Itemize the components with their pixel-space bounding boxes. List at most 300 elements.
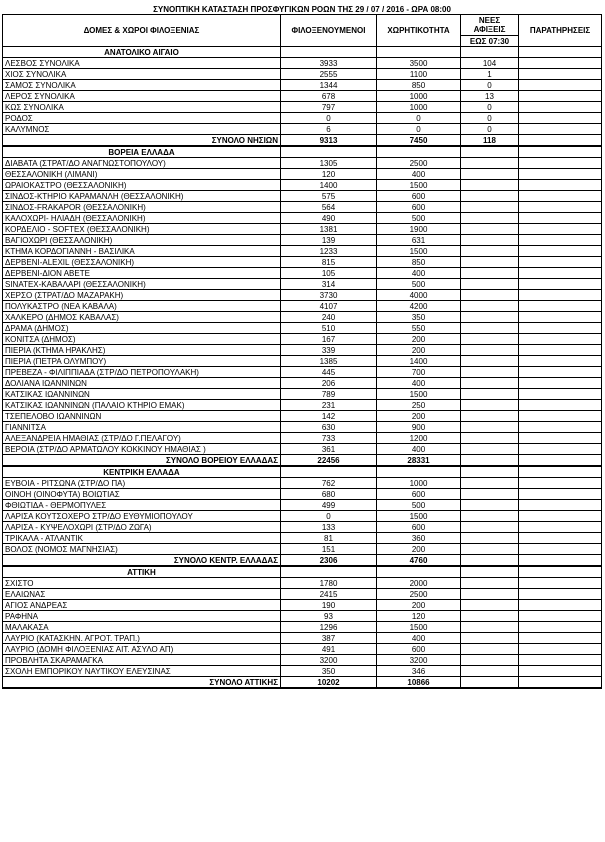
section-empty-cell <box>519 466 602 478</box>
facility-name: ΧΑΛΚΕΡΟ (ΔΗΜΟΣ ΚΑΒΑΛΑΣ) <box>3 312 281 323</box>
hosted-count: 387 <box>281 633 377 644</box>
table-row <box>3 235 602 246</box>
new-arrivals-count <box>461 235 519 246</box>
section-empty-cell <box>281 466 377 478</box>
new-arrivals-count <box>461 489 519 500</box>
hosted-count: 510 <box>281 323 377 334</box>
new-arrivals-count <box>461 268 519 279</box>
capacity-count: 0 <box>377 124 461 135</box>
remarks-cell <box>519 677 602 689</box>
section-empty-cell <box>461 566 519 578</box>
facility-name: ΚΤΗΜΑ ΚΟΡΔΟΓΙΑΝΝΗ - ΒΑΣΙΛΙΚΑ <box>3 246 281 257</box>
total-new-arrivals <box>461 455 519 467</box>
table-row <box>3 655 602 666</box>
hosted-count: 1233 <box>281 246 377 257</box>
section-empty-cell <box>461 466 519 478</box>
facility-name: ΠΡΟΒΛΗΤΑ ΣΚΑΡΑΜΑΓΚΑ <box>3 655 281 666</box>
hosted-count: 167 <box>281 334 377 345</box>
facility-name: ΛΑΡΙΣΑ ΚΟΥΤΣΟΧΕΡΟ ΣΤΡ/ΔΟ ΕΥΘΥΜΙΟΠΟΥΛΟΥ <box>3 511 281 522</box>
hosted-count: 339 <box>281 345 377 356</box>
facility-name: ΑΛΕΞΑΝΔΡΕΙΑ ΗΜΑΘΙΑΣ (ΣΤΡ/ΔΟ Γ.ΠΕΛΑΓΟΥ) <box>3 433 281 444</box>
facility-name: ΠΙΕΡΙΑ (ΚΤΗΜΑ ΗΡΑΚΛΗΣ) <box>3 345 281 356</box>
section-total-row <box>3 555 602 567</box>
remarks-cell <box>519 389 602 400</box>
table-row <box>3 533 602 544</box>
facility-name: ΣΙΝΔΟΣ-ΚΤΗΡΙΟ ΚΑΡΑΜΑΝΛΗ (ΘΕΣΣΑΛΟΝΙΚΗ) <box>3 191 281 202</box>
new-arrivals-count <box>461 323 519 334</box>
table-row <box>3 578 602 589</box>
new-arrivals-count <box>461 290 519 301</box>
facility-name: ΡΟΔΟΣ <box>3 113 281 124</box>
new-arrivals-count <box>461 301 519 312</box>
new-arrivals-count <box>461 478 519 489</box>
facility-name: ΚΑΛΟΧΩΡΙ- ΗΛΙΑΔΗ (ΘΕΣΣΑΛΟΝΙΚΗ) <box>3 213 281 224</box>
hosted-count: 680 <box>281 489 377 500</box>
remarks-cell <box>519 224 602 235</box>
capacity-count: 350 <box>377 312 461 323</box>
refugee-flows-report <box>2 3 602 689</box>
facility-name: ΒΑΓΙΟΧΩΡΙ (ΘΕΣΣΑΛΟΝΙΚΗ) <box>3 235 281 246</box>
section-name: ΚΕΝΤΡΙΚΗ ΕΛΛΑΔΑ <box>3 466 281 478</box>
remarks-cell <box>519 202 602 213</box>
remarks-cell <box>519 500 602 511</box>
section-header-row <box>3 566 602 578</box>
remarks-cell <box>519 444 602 455</box>
report-table <box>2 3 602 689</box>
table-row <box>3 102 602 113</box>
total-hosted: 22456 <box>281 455 377 467</box>
new-arrivals-count: 0 <box>461 124 519 135</box>
remarks-cell <box>519 511 602 522</box>
title-row <box>3 4 602 15</box>
section-total-row <box>3 455 602 467</box>
capacity-count: 500 <box>377 213 461 224</box>
table-row <box>3 644 602 655</box>
total-new-arrivals <box>461 555 519 567</box>
hosted-count: 0 <box>281 113 377 124</box>
capacity-count: 1500 <box>377 246 461 257</box>
facility-name: ΛΑΥΡΙΟ (ΚΑΤΑΣΚΗΝ. ΑΓΡΟΤ. ΤΡΑΠ.) <box>3 633 281 644</box>
capacity-count: 3200 <box>377 655 461 666</box>
new-arrivals-count <box>461 257 519 268</box>
new-arrivals-count <box>461 191 519 202</box>
section-header-row <box>3 146 602 158</box>
hosted-count: 6 <box>281 124 377 135</box>
facility-name: ΒΟΛΟΣ (ΝΟΜΟΣ ΜΑΓΝΗΣΙΑΣ) <box>3 544 281 555</box>
capacity-count: 1900 <box>377 224 461 235</box>
new-arrivals-count <box>461 522 519 533</box>
capacity-count: 400 <box>377 633 461 644</box>
remarks-cell <box>519 422 602 433</box>
new-arrivals-count <box>461 511 519 522</box>
table-row <box>3 666 602 677</box>
new-arrivals-count <box>461 279 519 290</box>
remarks-cell <box>519 58 602 69</box>
table-row <box>3 69 602 80</box>
total-new-arrivals: 118 <box>461 135 519 147</box>
section-name: ΒΟΡΕΙΑ ΕΛΛΑΔΑ <box>3 146 281 158</box>
table-row <box>3 290 602 301</box>
remarks-cell <box>519 246 602 257</box>
hosted-count: 133 <box>281 522 377 533</box>
new-arrivals-count <box>461 644 519 655</box>
hosted-count: 314 <box>281 279 377 290</box>
section-header-row <box>3 47 602 58</box>
capacity-count: 1500 <box>377 622 461 633</box>
remarks-cell <box>519 257 602 268</box>
new-arrivals-count <box>461 422 519 433</box>
remarks-cell <box>519 555 602 567</box>
hosted-count: 120 <box>281 169 377 180</box>
new-arrivals-count <box>461 345 519 356</box>
remarks-cell <box>519 578 602 589</box>
section-empty-cell <box>377 566 461 578</box>
new-arrivals-count <box>461 578 519 589</box>
table-row <box>3 345 602 356</box>
table-row <box>3 323 602 334</box>
capacity-count: 1100 <box>377 69 461 80</box>
table-row <box>3 544 602 555</box>
remarks-cell <box>519 633 602 644</box>
section-empty-cell <box>377 466 461 478</box>
remarks-cell <box>519 69 602 80</box>
table-row <box>3 611 602 622</box>
facility-name: ΠΟΛΥΚΑΣΤΡΟ (ΝΕΑ ΚΑΒΑΛΑ) <box>3 301 281 312</box>
remarks-cell <box>519 180 602 191</box>
section-empty-cell <box>281 566 377 578</box>
table-row <box>3 279 602 290</box>
hosted-count: 1305 <box>281 158 377 169</box>
total-capacity: 10866 <box>377 677 461 689</box>
facility-name: ΛΑΥΡΙΟ (ΔΟΜΗ ΦΙΛΟΞΕΝΙΑΣ ΑΙΤ. ΑΣΥΛΟ ΑΠ) <box>3 644 281 655</box>
hosted-count: 491 <box>281 644 377 655</box>
remarks-cell <box>519 323 602 334</box>
remarks-cell <box>519 213 602 224</box>
capacity-count: 250 <box>377 400 461 411</box>
hosted-count: 1296 <box>281 622 377 633</box>
hosted-count: 490 <box>281 213 377 224</box>
facility-name: ΔΟΛΙΑΝΑ ΙΩΑΝΝΙΝΩΝ <box>3 378 281 389</box>
facility-name: ΚΑΤΣΙΚΑΣ ΙΩΑΝΝΙΝΩΝ (ΠΑΛΑΙΟ ΚΤΗΡΙΟ ΕΜΑΚ) <box>3 400 281 411</box>
header-arrivals-until: ΕΩΣ 07:30 <box>461 36 519 47</box>
new-arrivals-count <box>461 367 519 378</box>
table-row <box>3 58 602 69</box>
facility-name: ΓΙΑΝΝΙΤΣΑ <box>3 422 281 433</box>
new-arrivals-count <box>461 158 519 169</box>
capacity-count: 1000 <box>377 91 461 102</box>
facility-name: ΔΕΡΒΕΝΙ-ΔΙΟΝ ΑΒΕΤΕ <box>3 268 281 279</box>
facility-name: ΒΕΡΟΙΑ (ΣΤΡ/ΔΟ ΑΡΜΑΤΩΛΟΥ ΚΟΚΚΙΝΟΥ ΗΜΑΘΙΑΣ ) <box>3 444 281 455</box>
new-arrivals-count: 1 <box>461 69 519 80</box>
table-row <box>3 257 602 268</box>
new-arrivals-count <box>461 655 519 666</box>
capacity-count: 500 <box>377 500 461 511</box>
new-arrivals-count <box>461 213 519 224</box>
capacity-count: 631 <box>377 235 461 246</box>
hosted-count: 0 <box>281 511 377 522</box>
table-row <box>3 334 602 345</box>
remarks-cell <box>519 334 602 345</box>
table-row <box>3 169 602 180</box>
hosted-count: 231 <box>281 400 377 411</box>
new-arrivals-count <box>461 444 519 455</box>
hosted-count: 733 <box>281 433 377 444</box>
section-total-row <box>3 677 602 689</box>
facility-name: ΔΡΑΜΑ (ΔΗΜΟΣ) <box>3 323 281 334</box>
hosted-count: 361 <box>281 444 377 455</box>
remarks-cell <box>519 522 602 533</box>
header-capacity: ΧΩΡΗΤΙΚΟΤΗΤΑ <box>377 15 461 47</box>
facility-name: ΤΡΙΚΑΛΑ - ΑΤΛΑΝΤΙΚ <box>3 533 281 544</box>
capacity-count: 200 <box>377 544 461 555</box>
section-header-row <box>3 466 602 478</box>
facility-name: ΣΑΜΟΣ ΣΥΝΟΛΙΚΑ <box>3 80 281 91</box>
capacity-count: 346 <box>377 666 461 677</box>
table-row <box>3 600 602 611</box>
capacity-count: 700 <box>377 367 461 378</box>
facility-name: ΚΑΤΣΙΚΑΣ ΙΩΑΝΝΙΝΩΝ <box>3 389 281 400</box>
table-row <box>3 301 602 312</box>
capacity-count: 2500 <box>377 589 461 600</box>
new-arrivals-count <box>461 224 519 235</box>
section-total-label: ΣΥΝΟΛΟ ΝΗΣΙΩΝ <box>3 135 281 147</box>
capacity-count: 360 <box>377 533 461 544</box>
hosted-count: 3933 <box>281 58 377 69</box>
capacity-count: 400 <box>377 444 461 455</box>
facility-name: ΕΥΒΟΙΑ - ΡΙΤΣΩΝΑ (ΣΤΡ/ΔΟ ΠΑ) <box>3 478 281 489</box>
table-row <box>3 633 602 644</box>
new-arrivals-count <box>461 356 519 367</box>
hosted-count: 206 <box>281 378 377 389</box>
remarks-cell <box>519 544 602 555</box>
section-empty-cell <box>377 146 461 158</box>
capacity-count: 600 <box>377 522 461 533</box>
new-arrivals-count <box>461 544 519 555</box>
table-row <box>3 268 602 279</box>
remarks-cell <box>519 644 602 655</box>
new-arrivals-count: 13 <box>461 91 519 102</box>
new-arrivals-count <box>461 389 519 400</box>
remarks-cell <box>519 235 602 246</box>
capacity-count: 1200 <box>377 433 461 444</box>
table-row <box>3 378 602 389</box>
section-total-label: ΣΥΝΟΛΟ ΚΕΝΤΡ. ΕΛΛΑΔΑΣ <box>3 555 281 567</box>
table-row <box>3 202 602 213</box>
new-arrivals-count <box>461 533 519 544</box>
remarks-cell <box>519 400 602 411</box>
new-arrivals-count <box>461 611 519 622</box>
facility-name: ΣΧΟΛΗ ΕΜΠΟΡΙΚΟΥ ΝΑΥΤΙΚΟΥ ΕΛΕΥΣΙΝΑΣ <box>3 666 281 677</box>
remarks-cell <box>519 158 602 169</box>
hosted-count: 151 <box>281 544 377 555</box>
hosted-count: 81 <box>281 533 377 544</box>
header-row <box>3 15 602 36</box>
hosted-count: 240 <box>281 312 377 323</box>
capacity-count: 4200 <box>377 301 461 312</box>
facility-name: SINATEX-ΚΑΒΑΛΑΡΙ (ΘΕΣΣΑΛΟΝΙΚΗ) <box>3 279 281 290</box>
facility-name: ΦΘΙΩΤΙΔΑ - ΘΕΡΜΟΠΥΛΕΣ <box>3 500 281 511</box>
facility-name: ΑΓΙΟΣ ΑΝΔΡΕΑΣ <box>3 600 281 611</box>
facility-name: ΛΕΡΟΣ ΣΥΝΟΛΙΚΑ <box>3 91 281 102</box>
section-empty-cell <box>281 146 377 158</box>
capacity-count: 200 <box>377 345 461 356</box>
capacity-count: 1500 <box>377 511 461 522</box>
remarks-cell <box>519 433 602 444</box>
table-row <box>3 511 602 522</box>
remarks-cell <box>519 622 602 633</box>
remarks-cell <box>519 533 602 544</box>
header-remarks: ΠΑΡΑΤΗΡΗΣΕΙΣ <box>519 15 602 47</box>
total-capacity: 7450 <box>377 135 461 147</box>
facility-name: ΜΑΛΑΚΑΣΑ <box>3 622 281 633</box>
remarks-cell <box>519 345 602 356</box>
remarks-cell <box>519 489 602 500</box>
new-arrivals-count: 104 <box>461 58 519 69</box>
hosted-count: 1400 <box>281 180 377 191</box>
capacity-count: 600 <box>377 191 461 202</box>
capacity-count: 1500 <box>377 389 461 400</box>
hosted-count: 2555 <box>281 69 377 80</box>
section-total-label: ΣΥΝΟΛΟ ΒΟΡΕΙΟΥ ΕΛΛΑΔΑΣ <box>3 455 281 467</box>
section-empty-cell <box>519 566 602 578</box>
capacity-count: 550 <box>377 323 461 334</box>
total-hosted: 2306 <box>281 555 377 567</box>
new-arrivals-count <box>461 433 519 444</box>
table-row <box>3 113 602 124</box>
total-hosted: 10202 <box>281 677 377 689</box>
capacity-count: 2000 <box>377 578 461 589</box>
remarks-cell <box>519 135 602 147</box>
section-empty-cell <box>281 47 377 58</box>
capacity-count: 120 <box>377 611 461 622</box>
table-row <box>3 213 602 224</box>
facility-name: ΚΟΝΙΤΣΑ (ΔΗΜΟΣ) <box>3 334 281 345</box>
new-arrivals-count <box>461 312 519 323</box>
capacity-count: 200 <box>377 334 461 345</box>
table-row <box>3 356 602 367</box>
header-new-arrivals <box>461 15 519 36</box>
remarks-cell <box>519 666 602 677</box>
report-title: ΣΥΝΟΠΤΙΚΗ ΚΑΤΑΣΤΑΣΗ ΠΡΟΣΦΥΓΙΚΩΝ ΡΟΩΝ ΤΗΣ 29 / 07 / 2016 - ΩΡΑ 08:00 <box>3 4 602 15</box>
remarks-cell <box>519 91 602 102</box>
new-arrivals-count: 0 <box>461 113 519 124</box>
table-row <box>3 411 602 422</box>
header-facility: ΔΟΜΕΣ & ΧΩΡΟΙ ΦΙΛΟΞΕΝΙΑΣ <box>3 15 281 47</box>
table-row <box>3 589 602 600</box>
remarks-cell <box>519 611 602 622</box>
remarks-cell <box>519 268 602 279</box>
capacity-count: 200 <box>377 411 461 422</box>
remarks-cell <box>519 655 602 666</box>
new-arrivals-count <box>461 411 519 422</box>
table-row <box>3 91 602 102</box>
remarks-cell <box>519 356 602 367</box>
facility-name: ΕΛΑΙΩΝΑΣ <box>3 589 281 600</box>
facility-name: ΡΑΦΗΝΑ <box>3 611 281 622</box>
capacity-count: 600 <box>377 644 461 655</box>
facility-name: ΧΕΡΣΟ (ΣΤΡΑΤ/ΔΟ ΜΑΖΑΡΑΚΗ) <box>3 290 281 301</box>
remarks-cell <box>519 411 602 422</box>
capacity-count: 400 <box>377 169 461 180</box>
hosted-count: 105 <box>281 268 377 279</box>
new-arrivals-count <box>461 500 519 511</box>
remarks-cell <box>519 478 602 489</box>
table-row <box>3 433 602 444</box>
capacity-count: 600 <box>377 202 461 213</box>
hosted-count: 93 <box>281 611 377 622</box>
facility-name: ΠΙΕΡΙΑ (ΠΕΤΡΑ ΟΛΥΜΠΟΥ) <box>3 356 281 367</box>
hosted-count: 564 <box>281 202 377 213</box>
hosted-count: 797 <box>281 102 377 113</box>
remarks-cell <box>519 169 602 180</box>
hosted-count: 1344 <box>281 80 377 91</box>
new-arrivals-count <box>461 378 519 389</box>
section-name: ΑΤΤΙΚΗ <box>3 566 281 578</box>
new-arrivals-count <box>461 666 519 677</box>
hosted-count: 678 <box>281 91 377 102</box>
new-arrivals-count <box>461 169 519 180</box>
table-row <box>3 191 602 202</box>
facility-name: ΣΙΝΔΟΣ-FRAKAPOR (ΘΕΣΣΑΛΟΝΙΚΗ) <box>3 202 281 213</box>
remarks-cell <box>519 102 602 113</box>
total-capacity: 4760 <box>377 555 461 567</box>
section-total-row <box>3 135 602 147</box>
capacity-count: 500 <box>377 279 461 290</box>
new-arrivals-count: 0 <box>461 80 519 91</box>
capacity-count: 2500 <box>377 158 461 169</box>
hosted-count: 445 <box>281 367 377 378</box>
new-arrivals-count <box>461 246 519 257</box>
new-arrivals-count <box>461 622 519 633</box>
capacity-count: 0 <box>377 113 461 124</box>
new-arrivals-count <box>461 202 519 213</box>
table-row <box>3 478 602 489</box>
capacity-count: 4000 <box>377 290 461 301</box>
table-row <box>3 80 602 91</box>
new-arrivals-count <box>461 400 519 411</box>
remarks-cell <box>519 290 602 301</box>
section-name: ΑΝΑΤΟΛΙΚΟ ΑΙΓΑΙΟ <box>3 47 281 58</box>
remarks-cell <box>519 589 602 600</box>
section-empty-cell <box>461 47 519 58</box>
remarks-cell <box>519 367 602 378</box>
facility-name: ΠΡΕΒΕΖΑ - ΦΙΛΙΠΠΙΑΔΑ (ΣΤΡ/ΔΟ ΠΕΤΡΟΠΟΥΛΑΚΗ) <box>3 367 281 378</box>
hosted-count: 4107 <box>281 301 377 312</box>
new-arrivals-count <box>461 600 519 611</box>
capacity-count: 900 <box>377 422 461 433</box>
capacity-count: 3500 <box>377 58 461 69</box>
hosted-count: 139 <box>281 235 377 246</box>
capacity-count: 1000 <box>377 478 461 489</box>
header-new-arrivals-line1: ΝΕΕΣ <box>478 16 501 25</box>
hosted-count: 190 <box>281 600 377 611</box>
hosted-count: 1381 <box>281 224 377 235</box>
section-total-label: ΣΥΝΟΛΟ ΑΤΤΙΚΗΣ <box>3 677 281 689</box>
table-row <box>3 522 602 533</box>
capacity-count: 400 <box>377 378 461 389</box>
new-arrivals-count <box>461 180 519 191</box>
new-arrivals-count <box>461 334 519 345</box>
facility-name: ΧΙΟΣ ΣΥΝΟΛΙΚΑ <box>3 69 281 80</box>
hosted-count: 1780 <box>281 578 377 589</box>
remarks-cell <box>519 455 602 467</box>
capacity-count: 1500 <box>377 180 461 191</box>
total-capacity: 28331 <box>377 455 461 467</box>
section-empty-cell <box>461 146 519 158</box>
hosted-count: 350 <box>281 666 377 677</box>
hosted-count: 789 <box>281 389 377 400</box>
table-row <box>3 124 602 135</box>
